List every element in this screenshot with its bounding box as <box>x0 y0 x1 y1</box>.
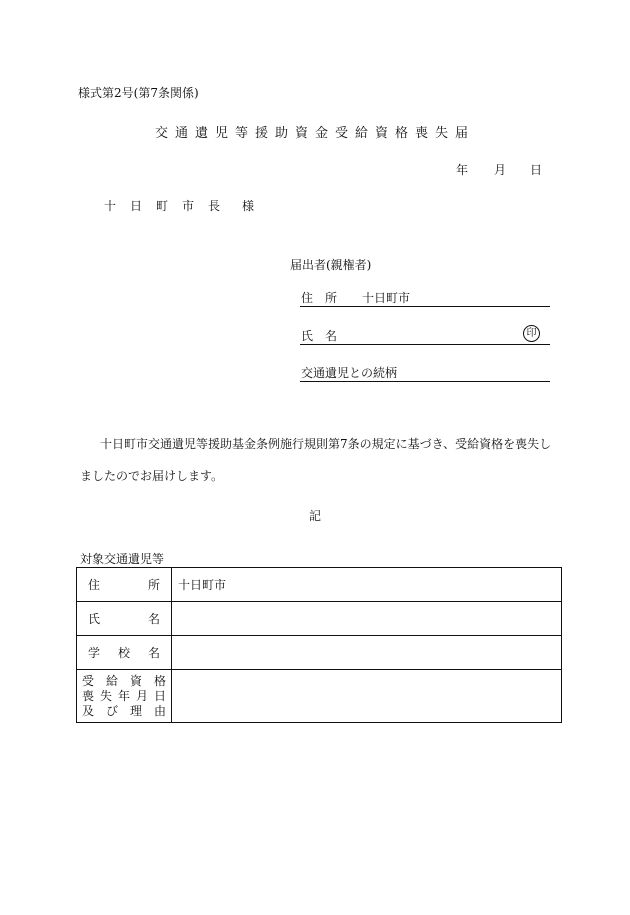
form-number: 様式第2号(第7条関係) <box>78 86 199 100</box>
row-label-loss-line: 受給資格 <box>82 673 166 688</box>
table-header-cell <box>77 602 172 636</box>
table-value-cell[interactable] <box>172 670 562 723</box>
addressee <box>104 197 268 214</box>
body-text: 十日町市交通遺児等援助基金条例施行規則第7条の規定に基づき、受給資格を喪失しましたのでお届けします。 <box>80 437 552 483</box>
table-value-cell[interactable] <box>172 602 562 636</box>
row-label-name: 氏名 <box>88 612 160 626</box>
name-label: 氏 名 <box>301 329 338 343</box>
applicant-label: 届出者(親権者) <box>290 258 372 272</box>
table-row <box>77 670 562 723</box>
row-label-loss-line: 及び理由 <box>82 703 166 718</box>
applicant-relation-field[interactable] <box>300 363 550 382</box>
seal-mark-icon: 印 <box>523 325 540 342</box>
row-label-school: 学校名 <box>88 646 160 660</box>
ki-heading: 記 <box>308 509 321 523</box>
address-value: 十日町市 <box>362 291 411 305</box>
row-value-address: 十日町市 <box>178 578 227 592</box>
target-child-table <box>76 567 562 723</box>
table-caption: 対象交通遺児等 <box>80 552 165 566</box>
address-label: 住 所 <box>301 291 338 305</box>
table-header-cell <box>77 568 172 602</box>
addressee-honorific: 様 <box>242 199 269 213</box>
table-row <box>77 568 562 602</box>
table-header-cell <box>77 636 172 670</box>
table-value-cell[interactable] <box>172 568 562 602</box>
addressee-name: 十日町市長 <box>104 199 235 213</box>
date-day-label: 日 <box>530 163 543 177</box>
date-month-label: 月 <box>494 163 507 177</box>
applicant-name-field[interactable] <box>300 326 550 345</box>
applicant-address-field[interactable] <box>300 288 550 307</box>
row-label-loss-line: 喪失年月日 <box>82 688 166 703</box>
document-title: 交通遺児等援助資金受給資格喪失届 <box>154 126 475 141</box>
table-row <box>77 602 562 636</box>
relation-label: 交通遺児との続柄 <box>301 366 398 380</box>
table-header-cell <box>77 670 172 723</box>
row-label-address: 住所 <box>88 578 160 592</box>
date-year-label: 年 <box>456 163 469 177</box>
body-paragraph <box>80 428 560 492</box>
table-row <box>77 636 562 670</box>
table-value-cell[interactable] <box>172 636 562 670</box>
row-label-loss <box>82 674 166 719</box>
